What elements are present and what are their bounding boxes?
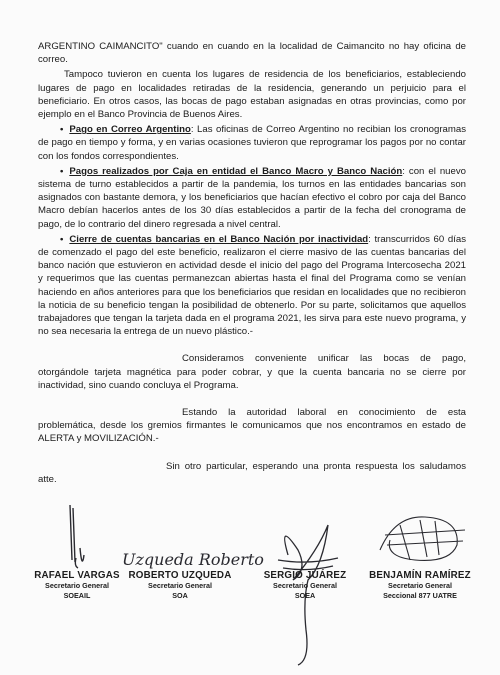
signature-ramirez <box>365 505 475 575</box>
bullet-caja-title: Pagos realizados por Caja en entidad el Banco Macro y Banco Nación <box>69 165 403 177</box>
bullet-cierre-title: Cierre de cuentas bancarias en el Banco Nación por inactividad <box>69 233 369 245</box>
signer-role: Secretario General <box>148 581 212 590</box>
bullet-correo-text: : Las oficinas de Correo Argentino no recibian los cronogramas de pago en tiempo y forma, y en varias ocasiones tuvieron que reprogramar los pagos por no contar con los fondos correspondientes. <box>38 124 466 162</box>
signer-name: ROBERTO UZQUEDA <box>128 570 232 581</box>
bullet-caja <box>38 165 466 231</box>
signer-role: Secretario General <box>45 581 109 590</box>
signer-org: SOEA <box>294 591 316 600</box>
signer-name: SERGIO JUÁREZ <box>263 570 347 581</box>
signer-juarez <box>250 570 360 601</box>
bullet-icon: • <box>60 124 64 136</box>
spacer <box>38 394 466 406</box>
bullet-cierre-text: : transcurridos 60 días de comenzado el pago del este beneficio, realizaron el cierre masivo de las cuentas bancarias del banco nación que estuvieron en actividad desde el inicio del pago del Programa Intercosecha 2021 y requerimos que las cuentas permanezcan abiertas hasta el final del Programa como se venían haciendo en años anteriores para que los beneficiarios que residan en localidades que no recibieron la noticia de su beneficio tengan la posibilidad de obtenerlo. Por su parte, solicitamos que aquellos trabajadores que tengan la tarjeta dada en el programa 2021, les sirva para este nuevo programa, y no sea necesaria la entrega de un nuevo plástico.- <box>38 233 466 338</box>
paragraph-continuation: ARGENTINO CAIMANCITO" cuando en cuando en la localidad de Caimancito no hay oficina de correo. <box>38 41 466 66</box>
signer-role: Secretario General <box>273 581 337 590</box>
bullet-cierre <box>38 233 466 339</box>
bullet-correo <box>38 123 466 163</box>
bullet-icon: • <box>60 233 64 245</box>
paragraph-consideramos: Consideramos conveniente unificar las bocas de pago, otorgándole tarjeta magnética para poder cobrar, y que la cuenta bancaria no se cierre por inactividad, sino cuando concluya el Programa. <box>38 353 466 391</box>
signature-block <box>0 500 500 675</box>
signature-vargas <box>40 500 130 580</box>
signer-role: Secretario General <box>388 581 452 590</box>
letter-body <box>38 40 466 488</box>
spacer <box>38 340 466 352</box>
signature-handwriting: Uzqueda Roberto <box>122 550 264 569</box>
signer-org: SOA <box>172 591 188 600</box>
spacer <box>38 448 466 460</box>
paragraph-alerta: Estando la autoridad laboral en conocimiento de esta problemática, desde los gremios firmantes le comunicamos que nos encontramos en estado de ALERTA y MOVILIZACIÓN.- <box>38 407 466 445</box>
bullet-correo-title: Pago en Correo Argentino <box>69 124 191 136</box>
signer-org: SOEAIL <box>63 591 91 600</box>
paragraph-residence: Tampoco tuvieron en cuenta los lugares de residencia de los beneficiarios, estableciendo lugares de pago en localidades retiradas de la residencia, generando un perjuicio para el beneficiario. En otros casos, las bocas de pago estaban asignadas en otras provincias, como por ejemplo en el Banco Provincia de Buenos Aires. <box>38 69 466 121</box>
bullet-icon: • <box>60 165 64 177</box>
signer-vargas <box>22 570 132 601</box>
paragraph-closing: Sin otro particular, esperando una pronta respuesta los saludamos atte. <box>38 460 466 485</box>
bullet-caja-text: : con el nuevo sistema de turno establecidos a partir de la pandemia, los turnos en las entidades bancarias son asignados con bastante demora, y los beneficiarios que hacían efectivo el cobro por caja del Banco Macro debían hacerlos antes de los 30 días establecidos a partir de la fecha del cronograma de pago, de lo contrario del dinero regresada a nivel central. <box>38 165 466 230</box>
signer-uzqueda <box>120 570 240 601</box>
signer-name: BENJAMÍN RAMÍREZ <box>369 570 471 581</box>
signer-name: RAFAEL VARGAS <box>34 570 120 581</box>
signer-org: Seccional 877 UATRE <box>383 591 457 600</box>
signer-ramirez <box>360 570 480 601</box>
